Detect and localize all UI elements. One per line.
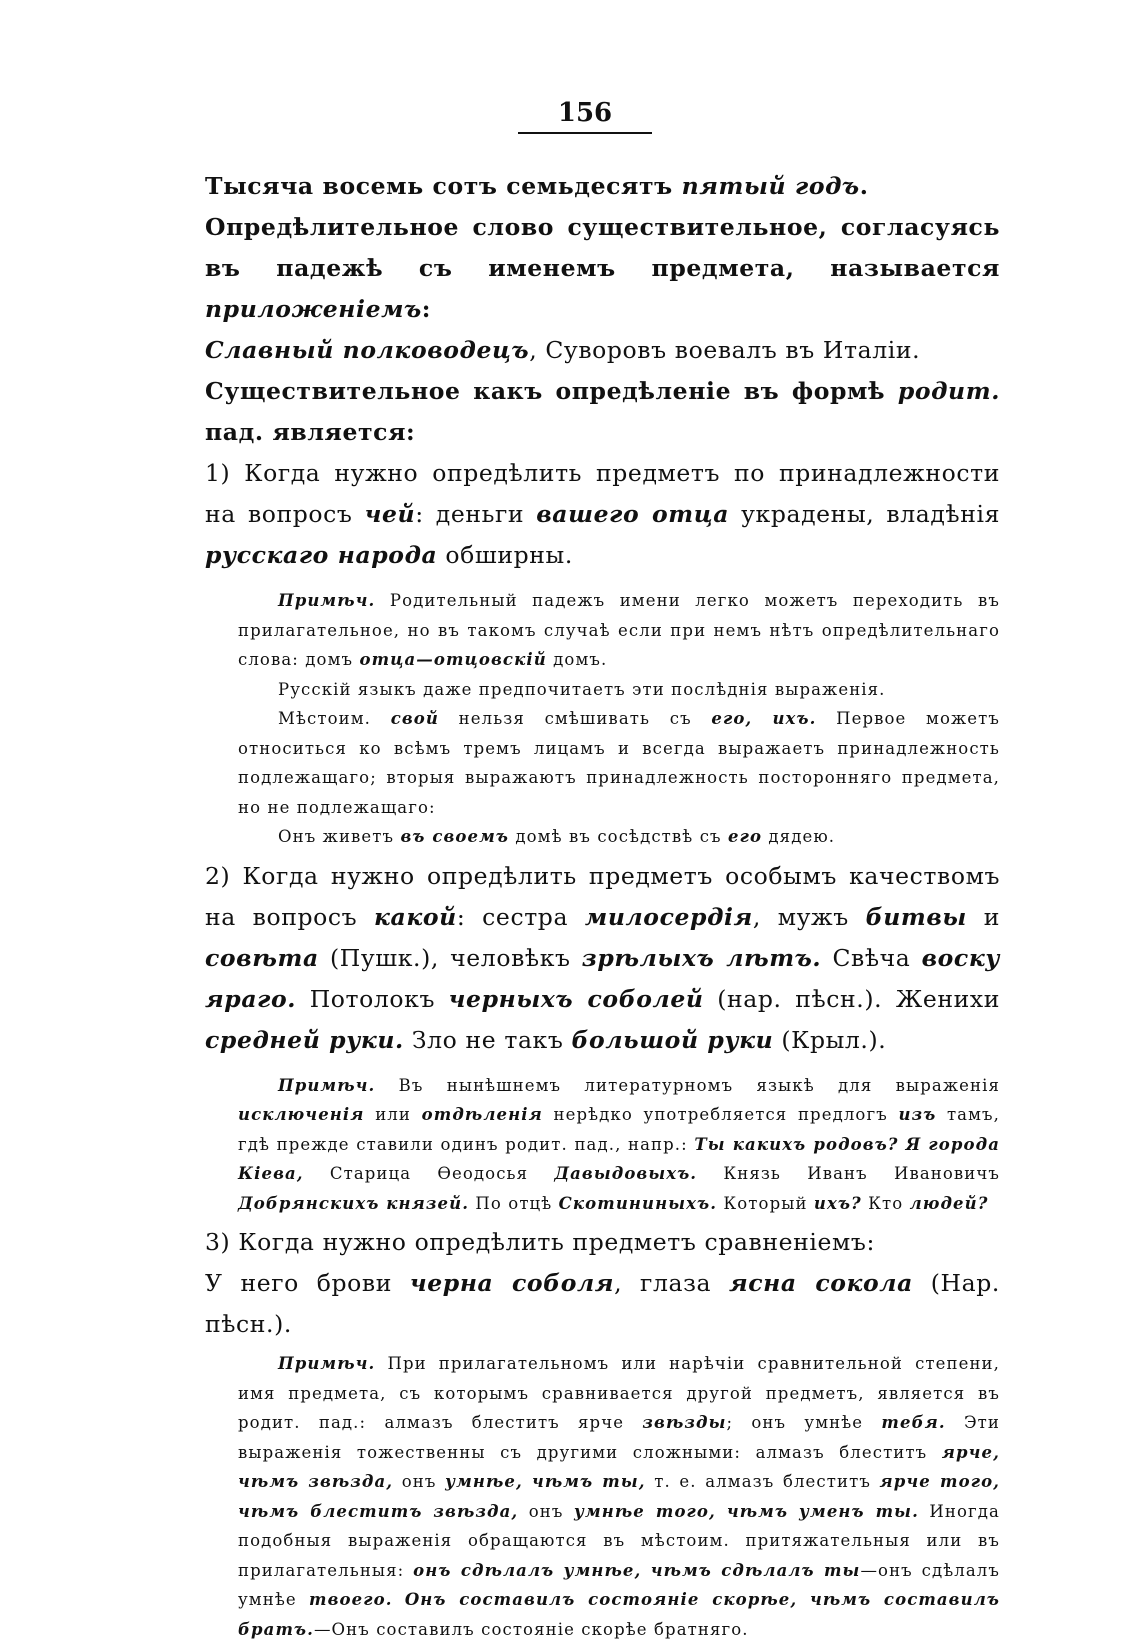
note-1-russian: Русскій языкъ даже предпочитаетъ эти послѣднія выраженія.: [278, 679, 886, 699]
paragraph-apposition-definition: Опредѣлительное слово существительное, согласуясь въ падежѣ съ именемъ предмета, называется приложеніемъ:: [205, 213, 1000, 323]
paragraph-genitive-intro: Существительное какъ опредѣленіе въ формѣ родит. пад. является:: [205, 377, 1000, 446]
list-item-2: 2) Когда нужно опредѣлить предметъ особымъ качествомъ на вопросъ какой: сестра милосердія, мужъ битвы и совѣта (Пушк.), человѣкъ зрѣлыхъ лѣтъ. Свѣча воску яраго. Потолокъ черныхъ соболей (нар. пѣсн.). Женихи средней руки. Зло не такъ большой руки (Крыл.).: [205, 861, 1000, 1054]
paragraph-apposition-example: Славный полководецъ, Суворовъ воевалъ въ Италіи.: [205, 336, 921, 364]
list-item-1: 1) Когда нужно опредѣлить предметъ по принадлежности на вопросъ чей: деньги вашего отца украдены, владѣнія русскаго народа обширны.: [205, 459, 1000, 569]
list-item-3: 3) Когда нужно опредѣлить предметъ сравненіемъ:: [205, 1228, 875, 1256]
note-3: Примѣч. При прилагательномъ или нарѣчіи сравнительной степени, имя предмета, съ которымъ сравнивается другой предметъ, является въ родит. пад.: алмазъ блеститъ ярче звѣзды; онъ умнѣе тебя. Эти выраженія тожественны съ другими сложными: алмазъ блеститъ ярче, чѣмъ звѣзда, онъ умнѣе, чѣмъ ты, т. е. алмазъ блеститъ ярче того, чѣмъ блеститъ звѣзда, онъ умнѣе того, чѣмъ уменъ ты. Иногда подобныя выраженія обращаются въ мѣстоим. притяжательныя или въ прилагательныя: онъ сдѣлалъ умнѣе, чѣмъ сдѣлалъ ты—онъ сдѣлалъ умнѣе твоего. Онъ составилъ состояніе скорѣе, чѣмъ составилъ братъ.—Онъ составилъ состояніе скорѣе братняго.: [238, 1354, 1001, 1639]
page-number: 156: [518, 98, 652, 134]
note-1: Примѣч. Родительный падежъ имени легко можетъ переходить въ прилагательное, но въ такомъ случаѣ если при немъ нѣтъ опредѣлительнаго слова: домъ отца—отцовскій домъ.: [238, 591, 1000, 669]
note-1-pronoun: Мѣстоим. свой нельзя смѣшивать съ его, ихъ. Первое можетъ относиться ко всѣмъ тремъ лицамъ и всегда выражаетъ принадлежность подлежащаго; вторыя выражаютъ принадлежность посторонняго предмета, но не подлежащаго:: [238, 709, 1000, 817]
example-3: У него брови черна соболя, глаза ясна сокола (Нар. пѣсн.).: [205, 1269, 1000, 1338]
note-2: Примѣч. Въ нынѣшнемъ литературномъ языкѣ для выраженія исключенія или отдѣленія нерѣдко употребляется предлогъ изъ тамъ, гдѣ прежде ставили одинъ родит. пад., напр.: Ты какихъ родовъ? Я города Кіева, Старица Ѳеодосья Давыдовыхъ. Князь Иванъ Ивановичъ Добрянскихъ князей. По отцѣ Скотининыхъ. Который ихъ? Кто людей?: [238, 1075, 1001, 1213]
note-1-example: Онъ живетъ въ своемъ домѣ въ сосѣдствѣ съ его дядею.: [278, 827, 836, 846]
page-body: [205, 166, 1000, 1644]
paragraph-year: Тысяча восемь сотъ семьдесятъ пятый годъ.: [205, 172, 869, 200]
